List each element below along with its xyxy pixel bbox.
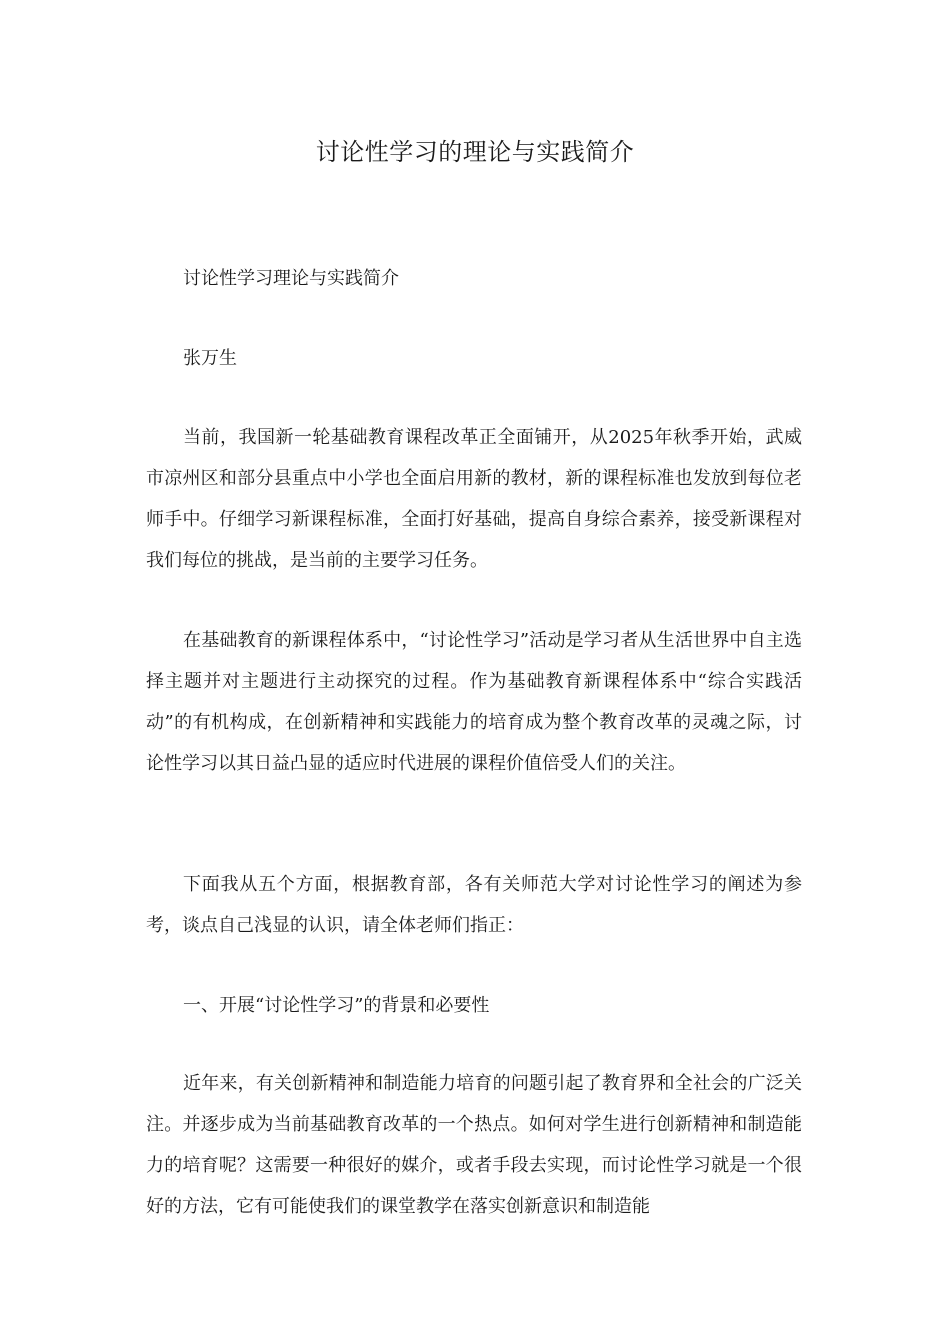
body-paragraph: 下面我从五个方面，根据教育部，各有关师范大学对讨论性学习的阐述为参考，谈点自己浅显的认识，请全体老师们指正：: [146, 874, 802, 936]
document-title: 讨论性学习的理论与实践简介: [315, 138, 635, 166]
body-paragraph: 当前，我国新一轮基础教育课程改革正全面铺开，从2025年秋季开始，武威市凉州区和部分县重点中小学也全面启用新的教材，新的课程标准也发放到每位老师手中。仔细学习新课程标准，全面打好基础，提高自身综合素养，接受新课程对我们每位的挑战，是当前的主要学习任务。: [146, 427, 802, 571]
document-subtitle: 讨论性学习理论与实践简介: [183, 268, 399, 289]
author-name: 张万生: [183, 348, 237, 369]
body-paragraph: 在基础教育的新课程体系中，“讨论性学习”活动是学习者从生活世界中自主选择主题并对主题进行主动探究的过程。作为基础教育新课程体系中“综合实践活动”的有机构成，在创新精神和实践能力的培育成为整个教育改革的灵魂之际，讨论性学习以其日益凸显的适应时代进展的课程价值倍受人们的关注。: [146, 630, 802, 774]
section-heading: 一、开展“讨论性学习”的背景和必要性: [183, 995, 490, 1016]
body-paragraph: 近年来，有关创新精神和制造能力培育的问题引起了教育界和全社会的广泛关注。并逐步成为当前基础教育改革的一个热点。如何对学生进行创新精神和制造能力的培育呢？这需要一种很好的媒介，或者手段去实现，而讨论性学习就是一个很好的方法，它有可能使我们的课堂教学在落实创新意识和制造能: [146, 1073, 802, 1217]
